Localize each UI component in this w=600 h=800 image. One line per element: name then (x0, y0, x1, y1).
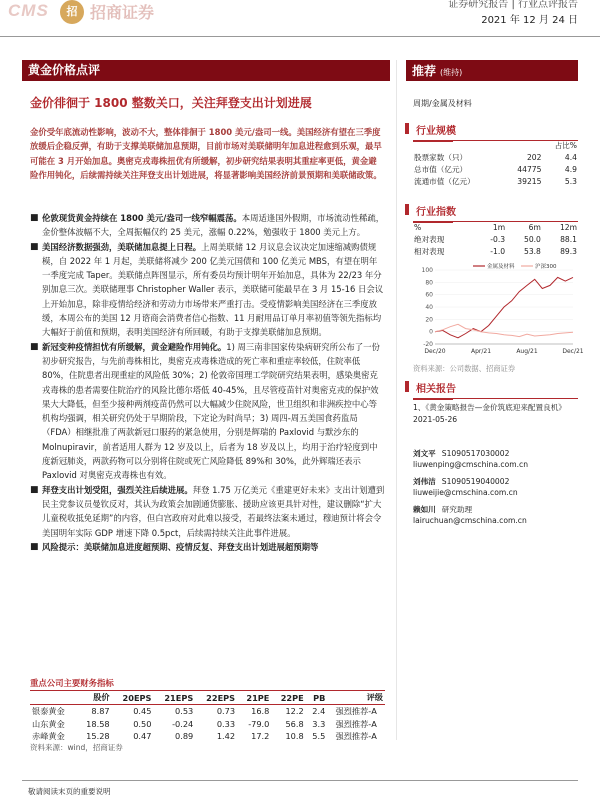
table-header-cell: 21EPS (153, 691, 195, 705)
table-header-cell: 12m (559, 223, 577, 232)
table-cell: 股票家数（只） (414, 153, 468, 162)
table-cell: 0.73 (216, 706, 236, 716)
table-cell: 强烈推荐-A (335, 718, 377, 729)
table-cell: 强烈推荐-A (335, 731, 377, 741)
table-cell: 56.8 (285, 718, 304, 729)
industry-scale-title: 行业规模 (413, 122, 578, 141)
author-name: 刘伟洁 (413, 477, 436, 486)
footer-divider (22, 780, 578, 781)
financial-table-source: 资料来源：wind，招商证券 (30, 743, 123, 752)
bullet-text: 拜登 1.75 万亿美元《重建更好未来》支出计划遭到民主党参议员曼钦反对，其认为政策会加剧通货膨胀、援助应该更具针对性，建议删除“扩大儿童税收抵免延期”的内容，但白宫政府对此难以接受，若最终法案未通过，穆迪预计将会令美国明年实际 GDP 增速下降 0.5pct，后续需持续关注此事件进展。 (42, 484, 385, 538)
bullet-item (30, 483, 385, 540)
index-performance-chart (413, 262, 584, 362)
bullet-lead: 拜登支出计划受阻，强烈关注后续进展。 (42, 484, 193, 495)
table-row (30, 730, 385, 743)
logo-seal-icon: 招 (60, 0, 84, 24)
table-cell: 39215 (517, 177, 542, 186)
table-row (413, 234, 578, 246)
table-cell: 山东黄金 (32, 718, 65, 729)
table-header-cell: 股价 (77, 691, 112, 705)
chart-x-tick-label: Aug/21 (516, 348, 538, 355)
logo-latin: CMS (8, 1, 49, 20)
chart-source: 资料来源：公司数据、招商证券 (413, 364, 516, 373)
table-cell: 18.58 (86, 718, 110, 729)
report-date: 2021 年 12 月 24 日 (481, 15, 578, 26)
section-banner (22, 60, 390, 81)
author-id: S1090517030002 (441, 449, 510, 458)
rating-label: 推荐 (412, 64, 437, 78)
table-header-cell: % (414, 223, 422, 232)
table-cell: 5.3 (564, 177, 577, 186)
bullet-list (30, 211, 385, 554)
bullet-lead: 新冠变种疫情担忧有所缓解，黄金避险作用钝化。 (42, 341, 227, 352)
bullet-icon: ■ (30, 484, 39, 495)
related-report-link[interactable]: 1、《黄金策略报告—金价筑底迎来配置良机》2021-05-26 (413, 403, 566, 424)
chart-y-tick-label: 80 (425, 279, 433, 287)
table-cell: -1.0 (490, 247, 506, 256)
author-email[interactable]: lairuchuan@cmschina.com.cn (413, 516, 527, 525)
table-cell: 12.2 (285, 706, 304, 716)
author-email[interactable]: liuwenping@cmschina.com.cn (413, 460, 529, 469)
table-header-row (30, 691, 385, 705)
chart-x-tick-label: Apr/21 (470, 348, 492, 355)
bullet-icon: ■ (30, 541, 39, 552)
author-name: 刘文平 (413, 449, 436, 458)
page-title: 金价徘徊于 1800 整数关口，关注拜登支出计划进展 (30, 96, 312, 110)
table-cell: 0.33 (216, 718, 236, 729)
table-cell: 绝对表现 (414, 235, 445, 244)
chart-y-tick-label: 40 (425, 304, 433, 311)
chart-series-line (435, 324, 573, 336)
column-divider (396, 60, 397, 740)
author-email[interactable]: liuweijie@cmschina.com.cn (413, 488, 518, 497)
table-cell: 银泰黄金 (32, 706, 65, 716)
chart-series-line (435, 277, 573, 337)
logo-chinese: 招商证券 (90, 3, 155, 22)
table-cell: 50.0 (523, 235, 541, 244)
bullet-icon: ■ (30, 341, 39, 352)
table-row (413, 164, 578, 176)
table-cell (504, 140, 542, 152)
table-header-cell: 22EPS (195, 691, 237, 705)
table-cell: 5.5 (312, 731, 326, 741)
table-cell: 总市值（亿元） (414, 165, 468, 174)
chart-legend-label: 沪深300 (535, 264, 557, 270)
chart-y-tick-label: 100 (421, 267, 433, 274)
chart-x-tick-label: Dec/21 (562, 348, 584, 355)
table-header-cell: 22PE (271, 691, 305, 705)
author-name: 赖如川 (413, 505, 436, 514)
author-block (413, 476, 578, 498)
bullet-text: 上周美联储 12 月议息会议决定加速缩减购债规模，自 2022 年 1 月起，美联储将减少 200 亿美元国债和 100 亿美元 MBS，有望在明年一季度完成 Taper。美联储点阵图显示，所有委员均预计明年开始加息，具体为 22/23 年分别加息三次。美联储理事 Christopher Waller 表示，美联储可能最早在 3 月 15-16 日会议上开始加息，除非疫情给经济和劳动力市场带来严重打击。受疫情影响美国经济在三季度放缓，本周公布的美国 12 月谘商会消费者信心指数、11 月耐用品订单月率初值等领先指标均大幅好于前值和预期，表明美国经济有所回暖，有助于支撑美联储加息预期。 (42, 241, 384, 338)
table-row (413, 246, 578, 258)
chart-y-tick-label: 20 (425, 316, 433, 324)
summary-paragraph: 金价受年底流动性影响，波动不大，整体徘徊于 1800 美元/盎司一线。美国经济有望在三季度放缓后企稳反弹，有助于支撑美联储加息预期，目前市场对美联储明年加息进程愈到乐观，最早可能在 3 月开始加息。奥密克戎毒株扭优有所缓解，初步研究结果表明其重症率更低，黄金避险作用钝化，后续需持续关注拜登支出计划进展，将显著影响美国经济前景预期和美联储政策。 (30, 127, 382, 180)
table-cell: 流通市值（亿元） (414, 177, 475, 186)
table-cell: 89.3 (560, 247, 577, 256)
table-cell: 0.47 (133, 731, 152, 741)
table-cell: 4.4 (564, 153, 577, 162)
author-block (413, 504, 578, 526)
industry-label: 周期/金属及材料 (413, 99, 472, 108)
section-banner-label: 黄金价格点评 (28, 63, 101, 77)
table-cell: -0.3 (490, 235, 506, 244)
header-divider (0, 36, 600, 37)
table-cell: 88.1 (560, 235, 577, 244)
industry-index-table (413, 222, 578, 258)
related-reports-title: 相关报告 (413, 380, 578, 399)
author-id: S1090519040002 (441, 477, 510, 486)
table-cell: -0.24 (172, 718, 194, 729)
related-reports-list (413, 402, 578, 425)
table-header-row (413, 140, 578, 152)
author-block (413, 448, 578, 470)
table-cell: 17.2 (251, 731, 270, 741)
footer-note: 敬请阅读末页的重要说明 (28, 787, 111, 796)
table-header-cell: 20EPS (112, 691, 154, 705)
bullet-icon: ■ (30, 241, 39, 252)
chart-y-tick-label: -20 (423, 341, 433, 348)
rating-note: (维持) (440, 68, 463, 77)
table-cell: 0.53 (175, 706, 194, 716)
bullet-item (30, 211, 385, 240)
industry-scale-table (413, 140, 578, 188)
table-cell: 相对表现 (414, 247, 445, 256)
table-cell: 44775 (517, 165, 542, 174)
bullet-item (30, 340, 385, 483)
bullet-text: 1) 周三南非国家传染病研究所公布了一份初步研究报告，与先前毒株相比，奥密克戎毒株造成的死亡率和重症率较低，住院率低 80%，住院患者出现重症的风险低 30%；2) 伦敦帝国理工学院研究结果表明，感染奥密克戎毒株的患者需要住院治疗的风险比德尔塔低 40-45%，且尽管疫苗针对奥密克戎的保护效果大大降低，但至少接种两剂疫苗仍然可以大幅减少住院风险，世卫组织和非洲疾控中心等机构均强调，相关研究仍处于早期阶段，下定论为时尚早；3) 周四-周五美国食药监局（FDA）相继批准了两款新冠口服药的紧急使用，分别是辉瑞的 Paxlovid 与默沙东的 Molnupiravir，前者适用人群为 12 岁及以上，后者为 18 岁及以上，均用于治疗轻度到中度新冠肺炎，两款药物可以分别将住院或死亡风险降低 89%和 30%，此外辉瑞还表示 Paxlovid 对奥密克戎毒株也有效。 (42, 341, 380, 481)
table-header-cell: 评级 (327, 691, 385, 705)
brand-logo (0, 0, 215, 26)
table-cell: -79.0 (248, 718, 270, 729)
bullet-lead: 美国经济数据强劲，美联储加息提上日程。 (42, 241, 202, 252)
table-cell: 8.87 (91, 706, 110, 716)
rating-banner (406, 60, 578, 81)
table-cell: 15.28 (86, 731, 110, 741)
table-cell: 16.8 (251, 706, 270, 716)
table-row (30, 718, 385, 731)
table-header-cell: 6m (528, 223, 541, 232)
bullet-item (30, 540, 385, 554)
industry-index-title: 行业指数 (413, 203, 578, 222)
report-type: 证券研究报告 | 行业点评报告 (448, 0, 578, 10)
table-cell: 10.8 (285, 731, 304, 741)
bullet-lead: 风险提示：美联储加息进度超预期、疫情反复、拜登支出计划进展超预期等 (42, 541, 319, 552)
financial-table-title: 重点公司主要财务指标 (30, 678, 114, 688)
financial-table (30, 690, 385, 743)
table-row (30, 705, 385, 718)
table-cell: 2.4 (312, 706, 326, 716)
table-cell: 强烈推荐-A (335, 706, 377, 716)
table-cell: 53.8 (523, 247, 541, 256)
table-cell: 0.89 (175, 731, 194, 741)
table-header-cell (30, 691, 77, 705)
table-cell: 1.42 (216, 731, 236, 741)
table-header-cell: 占比% (554, 141, 577, 150)
table-header-cell: PB (306, 691, 328, 705)
chart-y-tick-label: 60 (425, 291, 433, 299)
chart-legend-label: 金属及材料 (487, 264, 515, 270)
table-cell: 0.45 (133, 706, 152, 716)
table-cell: 4.9 (564, 165, 577, 174)
author-id: 研究助理 (441, 505, 473, 514)
table-header-row (413, 222, 578, 234)
table-cell: 赤峰黄金 (32, 731, 65, 741)
table-cell (413, 140, 504, 152)
table-cell: 3.3 (312, 718, 326, 729)
table-row (413, 176, 578, 188)
table-cell: 202 (526, 153, 542, 162)
bullet-item (30, 240, 385, 340)
table-cell: 0.50 (133, 718, 152, 729)
bullet-icon: ■ (30, 213, 39, 223)
bullet-text: 本周适逢国外假期，市场流动性稀疏，金价整体波幅不大，全周振幅仅约 25 美元，涨幅 0.22%，勉强收于 1800 美元上方。 (42, 213, 385, 238)
table-header-cell: 1m (492, 223, 506, 232)
table-header-cell: 21PE (237, 691, 271, 705)
bullet-lead: 伦敦现货黄金持续在 1800 美元/盎司一线窄幅震荡。 (42, 213, 242, 223)
table-row (413, 152, 578, 164)
chart-x-tick-label: Dec/20 (424, 348, 446, 355)
chart-y-tick-label: 0 (429, 328, 433, 336)
